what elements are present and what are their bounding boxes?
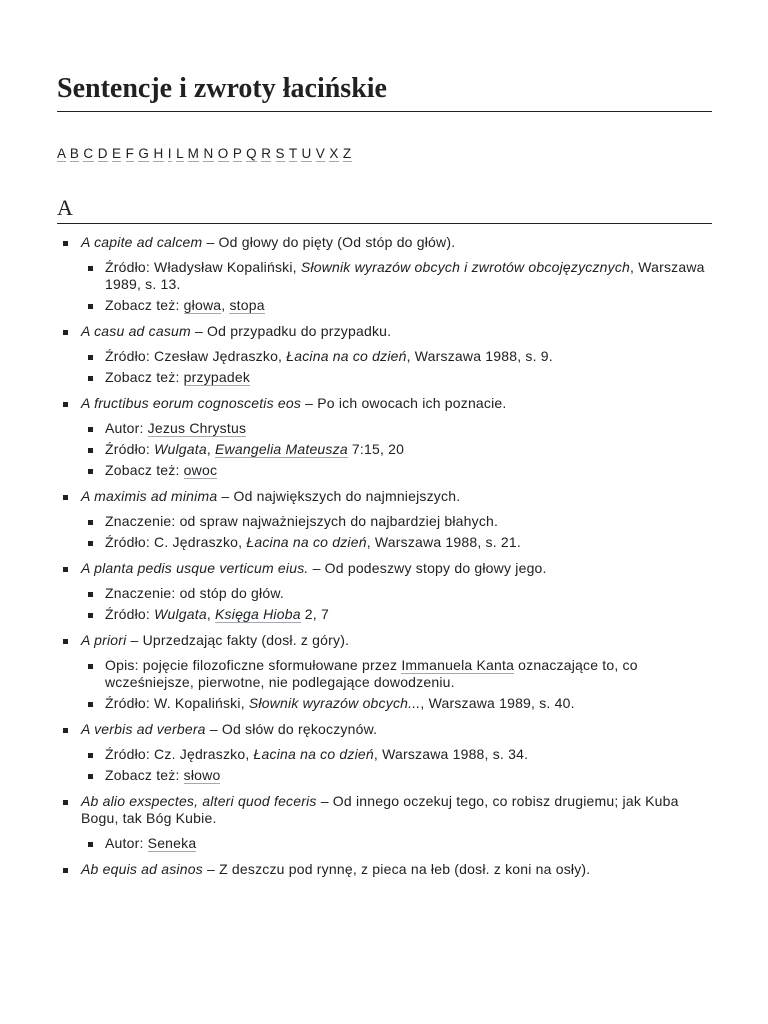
detail-text: oznaczające to, co wcześniejsze, pierwotne, nie podlegające dowodzeniu. xyxy=(105,657,638,690)
latin-phrase: A planta pedis usque verticum eius. xyxy=(81,560,309,576)
wiki-link[interactable]: Ewangelia Mateusza xyxy=(215,441,348,457)
entry xyxy=(57,488,712,551)
detail-text: Źródło: C. Jędraszko, xyxy=(105,534,247,550)
latin-phrase: Ab equis ad asinos xyxy=(81,861,203,877)
entry-detail xyxy=(81,513,712,530)
section-heading: A xyxy=(57,195,712,224)
entry-detail xyxy=(81,369,712,386)
entry-details xyxy=(81,746,712,784)
detail-text: Źródło: Cz. Jędraszko, xyxy=(105,746,254,762)
translation: – Od głowy do pięty (Od stóp do głów). xyxy=(202,234,456,250)
detail-text: Źródło: Władysław Kopaliński, xyxy=(105,259,301,275)
source-title: Łacina na co dzień xyxy=(286,348,407,364)
alphabet-link-r[interactable]: R xyxy=(261,146,272,161)
source-title: Wulgata xyxy=(154,441,207,457)
entry-detail xyxy=(81,462,712,479)
detail-text: , xyxy=(206,606,216,622)
alphabet-link-s[interactable]: S xyxy=(275,146,285,161)
entry-detail xyxy=(81,606,712,623)
alphabet-link-m[interactable]: M xyxy=(187,146,200,161)
entry xyxy=(57,323,712,386)
latin-phrase: Ab alio exspectes, alteri quod feceris xyxy=(81,793,317,809)
source-title: Słownik wyrazów obcych i zwrotów obcojęzycznych xyxy=(300,259,631,275)
source-title: Łacina na co dzień xyxy=(246,534,367,550)
wiki-link[interactable]: stopa xyxy=(229,297,265,313)
translation: – Od innego oczekuj tego, co robisz drugiemu; jak Kuba Bogu, tak Bóg Kubie. xyxy=(81,793,679,826)
detail-text: Znaczenie: od stóp do głów. xyxy=(105,585,284,601)
entry-details xyxy=(81,657,712,712)
latin-phrase: A verbis ad verbera xyxy=(81,721,206,737)
entry-detail xyxy=(81,420,712,437)
detail-text: , xyxy=(221,297,230,313)
entry-detail xyxy=(81,835,712,852)
translation: – Od podeszwy stopy do głowy jego. xyxy=(308,560,547,576)
source-title: Słownik wyrazów obcych... xyxy=(248,695,421,711)
entry-detail xyxy=(81,695,712,712)
latin-phrase: A fructibus eorum cognoscetis eos xyxy=(81,395,302,411)
latin-phrase: A capite ad calcem xyxy=(81,234,203,250)
detail-text: , Warszawa 1988, s. 21. xyxy=(366,534,521,550)
alphabet-link-f[interactable]: F xyxy=(125,146,135,161)
wiki-link[interactable]: owoc xyxy=(183,462,218,478)
detail-text: Źródło: Czesław Jędraszko, xyxy=(105,348,287,364)
alphabet-link-q[interactable]: Q xyxy=(246,146,258,161)
alphabet-link-e[interactable]: E xyxy=(112,146,122,161)
alphabet-link-n[interactable]: N xyxy=(203,146,214,161)
detail-text: Zobacz też: xyxy=(105,297,184,313)
alphabet-link-u[interactable]: U xyxy=(301,146,312,161)
alphabet-link-l[interactable]: L xyxy=(176,146,184,161)
alphabet-link-c[interactable]: C xyxy=(83,146,94,161)
alphabet-link-a[interactable]: A xyxy=(57,146,66,161)
detail-text: , xyxy=(206,441,216,457)
detail-text: Autor: xyxy=(105,420,148,436)
alphabet-link-h[interactable]: H xyxy=(153,146,164,161)
wiki-link[interactable]: Jezus Chrystus xyxy=(147,420,247,436)
alphabet-index xyxy=(57,145,712,163)
entry-detail xyxy=(81,441,712,458)
entry-details xyxy=(81,585,712,623)
detail-text: Zobacz też: xyxy=(105,369,184,385)
entry-details xyxy=(81,259,712,314)
entry xyxy=(57,395,712,479)
translation: – Od największych do najmniejszych. xyxy=(217,488,461,504)
detail-text: , Warszawa 1989, s. 40. xyxy=(420,695,575,711)
detail-text: Źródło: W. Kopaliński, xyxy=(105,695,249,711)
alphabet-link-p[interactable]: P xyxy=(232,146,243,161)
translation: – Uprzedzając fakty (dosł. z góry). xyxy=(126,632,350,648)
alphabet-link-d[interactable]: D xyxy=(97,146,108,161)
detail-text: , Warszawa 1988, s. 34. xyxy=(373,746,529,762)
entries-list xyxy=(57,234,712,878)
source-title: Wulgata xyxy=(154,606,207,622)
alphabet-link-v[interactable]: V xyxy=(315,146,326,161)
source-title: Łacina na co dzień xyxy=(253,746,374,762)
entry-details xyxy=(81,835,712,852)
alphabet-link-i[interactable]: I xyxy=(167,146,172,161)
entry-detail xyxy=(81,746,712,763)
entry xyxy=(57,861,712,878)
alphabet-link-z[interactable]: Z xyxy=(342,146,352,161)
entry-detail xyxy=(81,259,712,293)
latin-phrase: A priori xyxy=(81,632,127,648)
wiki-link[interactable]: przypadek xyxy=(183,369,251,385)
detail-text: 7:15, 20 xyxy=(347,441,405,457)
detail-text: Źródło: xyxy=(105,606,155,622)
wiki-link[interactable]: słowo xyxy=(183,767,221,783)
entry-detail xyxy=(81,348,712,365)
detail-text: , Warszawa 1989, s. 13. xyxy=(105,259,705,292)
page-title: Sentencje i zwroty łacińskie xyxy=(57,0,712,112)
wiki-link[interactable]: Księga Hioba xyxy=(215,606,301,622)
alphabet-link-x[interactable]: X xyxy=(329,146,339,161)
latin-phrase: A casu ad casum xyxy=(81,323,191,339)
detail-text: , Warszawa 1988, s. 9. xyxy=(406,348,553,364)
entry-details xyxy=(81,513,712,551)
latin-phrase: A maximis ad minima xyxy=(81,488,218,504)
article xyxy=(57,0,712,887)
wiki-link[interactable]: Immanuela Kanta xyxy=(401,657,515,673)
detail-text: 2, 7 xyxy=(300,606,329,622)
entry-detail xyxy=(81,534,712,551)
entry-detail xyxy=(81,585,712,602)
alphabet-link-t[interactable]: T xyxy=(288,146,298,161)
entry xyxy=(57,632,712,712)
wiki-link[interactable]: głowa xyxy=(183,297,222,313)
detail-text: Opis: pojęcie filozoficzne sformułowane przez xyxy=(105,657,402,673)
alphabet-link-b[interactable]: B xyxy=(69,146,80,161)
translation: – Od przypadku do przypadku. xyxy=(190,323,392,339)
entry-detail xyxy=(81,657,712,691)
detail-text: Źródło: xyxy=(105,441,155,457)
entry-details xyxy=(81,420,712,479)
entry-details xyxy=(81,348,712,386)
alphabet-link-o[interactable]: O xyxy=(217,146,229,161)
translation: – Z deszczu pod rynnę, z pieca na łeb (dosł. z koni na osły). xyxy=(202,861,591,877)
entry xyxy=(57,721,712,784)
entry xyxy=(57,793,712,852)
detail-text: Autor: xyxy=(105,835,148,851)
wiki-link[interactable]: Seneka xyxy=(147,835,197,851)
translation: – Po ich owocach ich poznacie. xyxy=(301,395,507,411)
detail-text: Znaczenie: od spraw najważniejszych do najbardziej błahych. xyxy=(105,513,499,529)
entry xyxy=(57,234,712,314)
entry-detail xyxy=(81,297,712,314)
detail-text: Zobacz też: xyxy=(105,767,184,783)
alphabet-link-g[interactable]: G xyxy=(138,146,150,161)
translation: – Od słów do rękoczynów. xyxy=(205,721,378,737)
entry-detail xyxy=(81,767,712,784)
entry xyxy=(57,560,712,623)
detail-text: Zobacz też: xyxy=(105,462,184,478)
